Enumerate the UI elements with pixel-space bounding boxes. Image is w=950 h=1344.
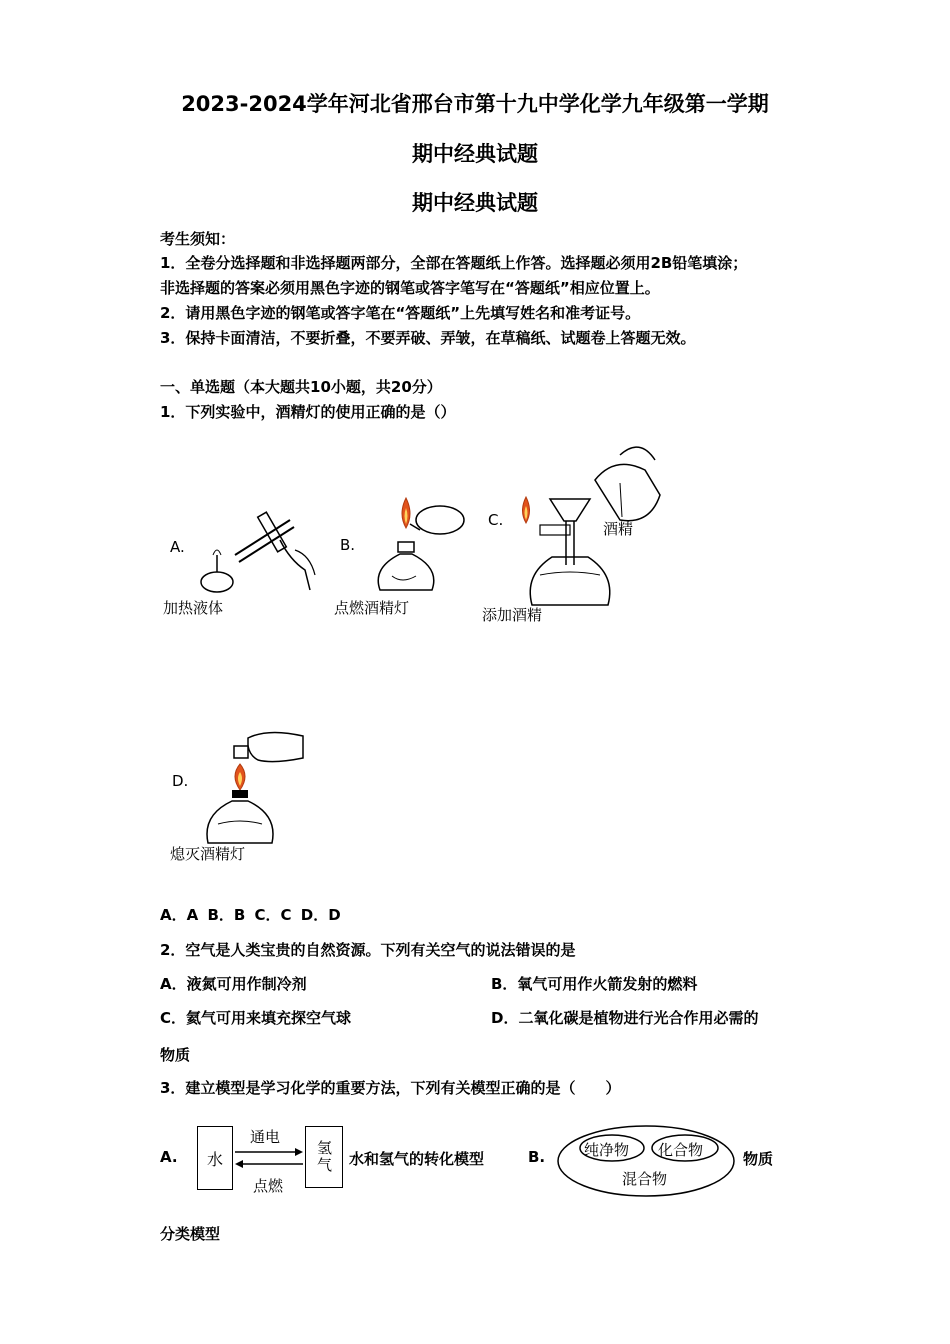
q3-option-b-desc-cont: 分类模型 (160, 1225, 221, 1243)
q3-compound-label: 化合物 (658, 1141, 704, 1159)
q1-fig-c-illustration (510, 435, 670, 610)
section-heading: 一、单选题（本大题共10小题，共20分） (160, 378, 442, 396)
page-title: 2023-2024学年河北省邢台市第十九中学化学九年级第一学期 (181, 92, 769, 116)
notice-item-1-cont: 非选择题的答案必须用黑色字迹的钢笔或答字笔写在“答题纸”相应位置上。 (160, 279, 660, 297)
q3-arrow-bottom-label: 点燃 (253, 1177, 284, 1195)
q2-option-d-cont: 物质 (160, 1046, 191, 1064)
q2-option-a: A．液氮可用作制冷剂 (160, 975, 307, 993)
q2-option-b: B．氧气可用作火箭发射的燃料 (491, 975, 698, 993)
q1-fig-d-illustration (200, 728, 310, 848)
q1-stem: 1．下列实验中，酒精灯的使用正确的是（） (160, 403, 456, 421)
q1-fig-a-label: A. (170, 538, 185, 556)
q1-fig-d-caption: 熄灭酒精灯 (170, 845, 246, 863)
q3-water-text: 水 (206, 1149, 223, 1169)
notice-item-1: 1．全卷分选择题和非选择题两部分，全部在答题纸上作答。选择题必须用2B铅笔填涂； (160, 254, 748, 272)
q1-fig-a-illustration (195, 500, 325, 605)
q1-fig-c-caption: 添加酒精 (482, 606, 543, 624)
q1-fig-d-label: D. (172, 772, 189, 790)
q1-fig-b-label: B. (340, 536, 356, 554)
q1-fig-b-caption: 点燃酒精灯 (334, 599, 410, 617)
q3-option-a-label: A. (160, 1148, 178, 1166)
q3-hydrogen-text: 氢气 (315, 1140, 333, 1174)
q3-mixture-label: 混合物 (622, 1170, 668, 1188)
q3-hydrogen-box (305, 1126, 343, 1188)
q2-option-d: D．二氧化碳是植物进行光合作用必需的 (491, 1009, 759, 1027)
notice-item-3: 3．保持卡面清洁，不要折叠，不要弄破、弄皱，在草稿纸、试题卷上答题无效。 (160, 329, 696, 347)
q1-fig-c-side-label: 酒精 (603, 520, 634, 538)
q1-fig-c-label: C. (488, 511, 504, 529)
q1-fig-a-caption: 加热液体 (163, 599, 224, 617)
notice-item-2: 2．请用黑色字迹的钢笔或答字笔在“答题纸”上先填写姓名和准考证号。 (160, 304, 641, 322)
q3-pure-substance-label: 纯净物 (584, 1141, 630, 1159)
q3-arrow-top-label: 通电 (250, 1128, 281, 1146)
q3-option-a-desc: 水和氢气的转化模型 (349, 1150, 485, 1168)
q3-option-b-desc: 物质 (743, 1150, 774, 1168)
q1-options: A．A B．B C．C D．D (160, 906, 341, 924)
q2-stem: 2．空气是人类宝贵的自然资源。下列有关空气的说法错误的是 (160, 941, 576, 959)
notice-heading: 考生须知： (160, 230, 236, 248)
page-subtitle: 期中经典试题 (412, 142, 538, 166)
q3-option-b-label: B. (528, 1148, 546, 1166)
q3-water-box (197, 1126, 233, 1190)
q2-option-c: C．氦气可用来填充探空气球 (160, 1009, 352, 1027)
page-subtitle-repeat: 期中经典试题 (412, 191, 538, 215)
q3-stem: 3．建立模型是学习化学的重要方法，下列有关模型正确的是（ ） (160, 1079, 621, 1097)
q1-fig-b-illustration (370, 490, 470, 600)
